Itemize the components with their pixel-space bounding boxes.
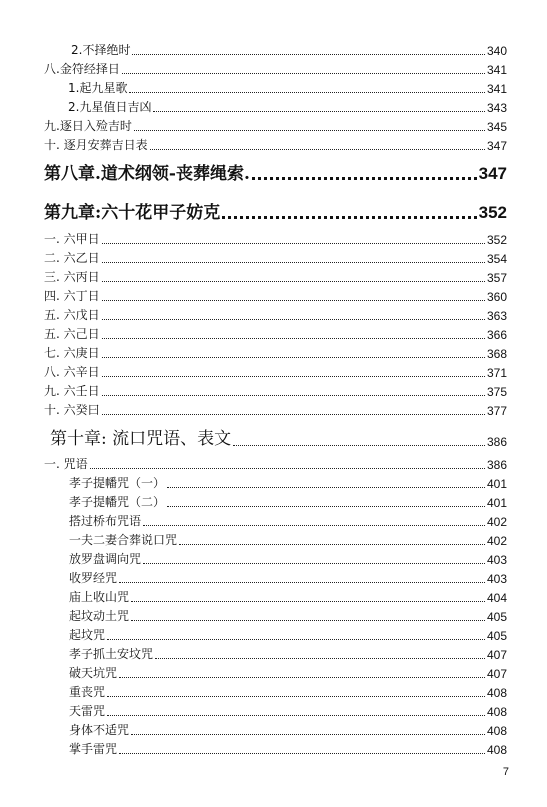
toc-entry-label: 九.逐日入殓吉时 (44, 119, 132, 133)
toc-entry-label: 2.不择绝时 (71, 43, 131, 57)
dot-leader (102, 281, 485, 282)
dot-leader (122, 73, 485, 74)
toc-entry[interactable] (0, 703, 547, 719)
toc-entry-label: 八. 六辛日 (44, 365, 100, 379)
toc-entry[interactable] (0, 741, 547, 757)
dot-leader (150, 149, 485, 150)
toc-entry-page: 352 (478, 203, 507, 222)
toc-entry-page: 386 (486, 435, 507, 449)
dot-leader (102, 262, 485, 263)
toc-entry[interactable] (0, 326, 547, 342)
toc-entry-label: 十. 六癸曰 (44, 403, 100, 417)
toc-chapter-heading[interactable] (0, 427, 547, 449)
toc-entry-page: 405 (486, 629, 507, 643)
toc-entry-page: 371 (486, 366, 507, 380)
toc-entry[interactable] (0, 61, 547, 77)
toc-entry-page: 357 (486, 271, 507, 285)
dot-leader (102, 357, 485, 358)
toc-entry-page: 402 (486, 515, 507, 529)
toc-entry[interactable] (0, 118, 547, 134)
dot-leader (167, 487, 485, 488)
toc-entry-page: 360 (486, 290, 507, 304)
toc-entry-label: 掌手雷咒 (69, 742, 118, 756)
dot-leader (131, 601, 485, 602)
toc-entry-page: 354 (486, 252, 507, 266)
toc-entry-label: 五. 六己日 (44, 327, 100, 341)
dot-leader (179, 544, 485, 545)
toc-entry-label: 二. 六乙日 (44, 251, 100, 265)
toc-entry-page: 343 (486, 101, 507, 115)
toc-entry-page: 407 (486, 667, 507, 681)
toc-entry-page: 368 (486, 347, 507, 361)
toc-entry[interactable] (0, 513, 547, 529)
toc-entry-label: 四. 六丁日 (44, 289, 100, 303)
toc-entry[interactable] (0, 383, 547, 399)
dot-leader (233, 445, 485, 446)
toc-entry[interactable] (0, 288, 547, 304)
page-number: 7 (502, 766, 509, 778)
toc-entry-page: 377 (486, 404, 507, 418)
toc-entry[interactable] (0, 646, 547, 662)
dot-leader (155, 658, 485, 659)
dot-leader (119, 677, 485, 678)
toc-entry[interactable] (0, 665, 547, 681)
toc-entry-page: 405 (486, 610, 507, 624)
dot-leader (131, 620, 485, 621)
toc-chapter-heading[interactable] (0, 160, 547, 184)
toc-entry[interactable] (0, 570, 547, 586)
toc-entry-label: 第十章: 流口咒语、表文 (50, 429, 232, 449)
toc-entry-page: 408 (486, 743, 507, 757)
toc-entry-page: 375 (486, 385, 507, 399)
dot-leader (90, 468, 485, 469)
toc-entry[interactable] (0, 42, 547, 58)
dot-leader (132, 54, 485, 55)
toc-entry-page: 352 (486, 233, 507, 247)
toc-chapter-heading[interactable] (0, 199, 547, 223)
toc-entry-page: 366 (486, 328, 507, 342)
toc-entry[interactable] (0, 722, 547, 738)
toc-entry-page: 347 (478, 164, 507, 183)
toc-entry-label: 放罗盘调向咒 (69, 552, 142, 566)
dot-leader (102, 414, 485, 415)
toc-entry-label: 七. 六庚日 (44, 346, 100, 360)
toc-entry-page: 345 (486, 120, 507, 134)
dot-leader (102, 338, 485, 339)
dot-leader (119, 582, 485, 583)
toc-entry-page: 407 (486, 648, 507, 662)
toc-entry[interactable] (0, 532, 547, 548)
dot-leader (102, 376, 485, 377)
dot-leader (107, 715, 485, 716)
dot-leader (167, 506, 485, 507)
toc-entry-label: 身体不适咒 (69, 723, 130, 737)
toc-entry-label: 起坟咒 (69, 628, 106, 642)
dot-leader (153, 111, 485, 112)
toc-entry-label: 起坟动土咒 (69, 609, 130, 623)
toc-entry-label: 孝子提幡咒（二） (69, 495, 166, 509)
dot-leader (143, 525, 485, 526)
toc-entry-page: 363 (486, 309, 507, 323)
toc-entry-label: 一. 咒语 (44, 457, 88, 471)
toc-entry-label: 重丧咒 (69, 685, 106, 699)
toc-entry-page: 408 (486, 705, 507, 719)
toc-entry-label: 庙上收山咒 (69, 590, 130, 604)
toc-entry[interactable] (0, 684, 547, 700)
toc-entry-label: 孝子提幡咒（一） (69, 476, 166, 490)
toc-entry-label: 第八章.道术纲领-丧葬绳索. (44, 164, 250, 184)
toc-entry[interactable] (0, 345, 547, 361)
toc-entry-label: 十. 逐月安葬吉日表 (44, 138, 148, 152)
dot-leader (119, 753, 485, 754)
dot-leader (222, 216, 476, 219)
toc-entry[interactable] (0, 494, 547, 510)
toc-entry-label: 第九章:六十花甲子妨克 (44, 203, 221, 223)
toc-entry-page: 341 (486, 82, 507, 96)
toc-entry-page: 403 (486, 572, 507, 586)
toc-entry-label: 收罗经咒 (69, 571, 118, 585)
toc-entry-label: 一. 六甲日 (44, 232, 100, 246)
dot-leader (134, 130, 485, 131)
toc-entry[interactable] (0, 269, 547, 285)
dot-leader (129, 92, 485, 93)
toc-entry-label: 天雷咒 (69, 704, 106, 718)
toc-entry-page: 341 (486, 63, 507, 77)
toc-entry-page: 386 (486, 458, 507, 472)
toc-entry-page: 340 (486, 44, 507, 58)
dot-leader (252, 177, 477, 180)
toc-entry-label: 1.起九星歌 (68, 81, 128, 95)
dot-leader (102, 243, 485, 244)
dot-leader (107, 696, 485, 697)
toc-entry-page: 403 (486, 553, 507, 567)
toc-entry-label: 八.金符经择日 (44, 62, 120, 76)
toc-entry[interactable] (0, 402, 547, 418)
dot-leader (102, 300, 485, 301)
toc-entry-label: 破天坑咒 (69, 666, 118, 680)
toc-entry[interactable] (0, 99, 547, 115)
toc-entry[interactable] (0, 364, 547, 380)
toc-entry-page: 401 (486, 477, 507, 491)
toc-entry-label: 三. 六丙日 (44, 270, 100, 284)
dot-leader (107, 639, 485, 640)
toc-entry[interactable] (0, 137, 547, 153)
toc-entry-page: 402 (486, 534, 507, 548)
toc-entry[interactable] (0, 475, 547, 491)
toc-entry-label: 孝子抓土安坟咒 (69, 647, 154, 661)
toc-entry-page: 404 (486, 591, 507, 605)
toc-entry-label: 一夫二妻合葬说口咒 (69, 533, 178, 547)
dot-leader (131, 734, 485, 735)
toc-entry-label: 2.九星值日吉凶 (68, 100, 152, 114)
dot-leader (102, 395, 485, 396)
toc-entry[interactable] (0, 456, 547, 472)
toc-entry[interactable] (0, 608, 547, 624)
toc-entry[interactable] (0, 589, 547, 605)
toc-entry-page: 408 (486, 724, 507, 738)
toc-entry-label: 五. 六戊日 (44, 308, 100, 322)
toc-entry-page: 347 (486, 139, 507, 153)
toc-entry-label: 九. 六壬日 (44, 384, 100, 398)
toc-entry-page: 401 (486, 496, 507, 510)
toc-entry[interactable] (0, 250, 547, 266)
toc-entry[interactable] (0, 231, 547, 247)
toc-entry-page: 408 (486, 686, 507, 700)
toc-entry[interactable] (0, 627, 547, 643)
toc-entry-label: 搭过桥布咒语 (69, 514, 142, 528)
dot-leader (102, 319, 485, 320)
dot-leader (143, 563, 485, 564)
toc-entry[interactable] (0, 307, 547, 323)
toc-entry[interactable] (0, 551, 547, 567)
toc-entry[interactable] (0, 80, 547, 96)
